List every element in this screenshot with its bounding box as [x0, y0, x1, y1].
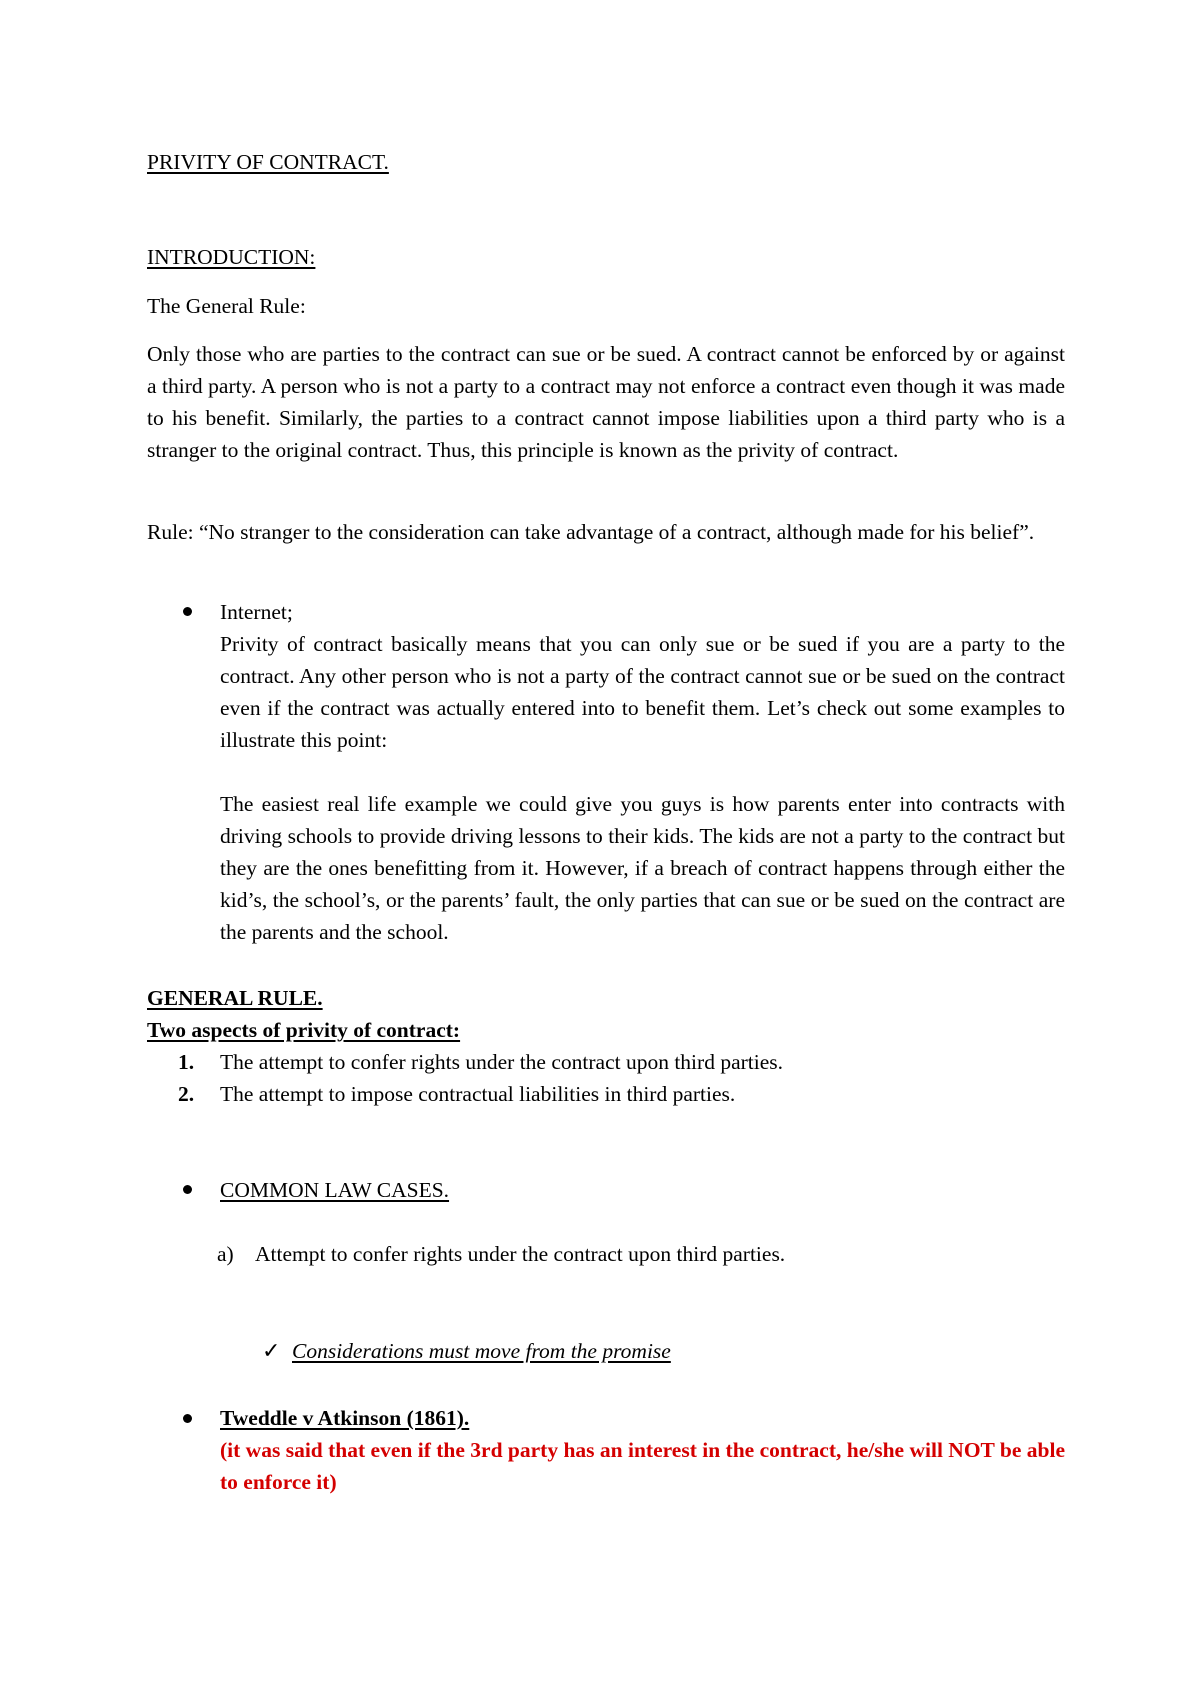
bullet-icon — [183, 1414, 192, 1423]
sub-item-text: Attempt to confer rights under the contract upon third parties. — [255, 1242, 786, 1266]
list-item: The attempt to impose contractual liabilities in third parties. — [220, 1082, 736, 1106]
rule-quote: Rule: “No stranger to the consideration can take advantage of a contract, although made for his belief”. — [147, 520, 1035, 544]
document-title: PRIVITY OF CONTRACT. — [147, 150, 389, 174]
checkmark-icon: ✓ — [262, 1338, 281, 1363]
internet-paragraph-1: Privity of contract basically means that you can only sue or be sued if you are a party to the contract. Any other person who is not a party of the contract cannot sue or be sued on the contract even if the contract was actually entered into to benefit them. Let’s check out some examples to illustrate this point: — [220, 632, 1065, 752]
sub-item-marker: a) — [217, 1242, 234, 1266]
introduction-paragraph: Only those who are parties to the contract can sue or be sued. A contract cannot be enforced by or against a third party. A person who is not a party to a contract may not enforce a contract even though it was made to his benefit. Similarly, the parties to a contract cannot impose liabilities upon a third party who is a stranger to the original contract. Thus, this principle is known as the privity of contract. — [147, 342, 1065, 462]
bullet-icon — [183, 607, 192, 616]
general-rule-heading: GENERAL RULE. — [147, 986, 323, 1010]
list-item: The attempt to confer rights under the contract upon third parties. — [220, 1050, 783, 1074]
general-rule-label: The General Rule: — [147, 294, 306, 318]
two-aspects-subheading: Two aspects of privity of contract: — [147, 1018, 461, 1042]
internet-label: Internet; — [220, 600, 293, 624]
case-name: Tweddle v Atkinson (1861). — [220, 1406, 470, 1430]
internet-paragraph-2: The easiest real life example we could give you guys is how parents enter into contracts with driving schools to provide driving lessons to their kids. The kids are not a party to the contract but they are the ones benefitting from it. However, if a breach of contract happens through either the kid’s, the school’s, or the parents’ fault, the only parties that can sue or be sued on the contract are the parents and the school. — [220, 792, 1065, 944]
introduction-heading: INTRODUCTION: — [147, 245, 316, 269]
case-note: (it was said that even if the 3rd party has an interest in the contract, he/she will NOT be able to enforce it) — [220, 1438, 1065, 1494]
list-number: 2. — [178, 1082, 195, 1106]
common-law-heading: COMMON LAW CASES. — [220, 1178, 450, 1202]
consideration-note: Considerations must move from the promise — [292, 1339, 671, 1363]
list-number: 1. — [178, 1050, 195, 1074]
bullet-icon — [183, 1185, 192, 1194]
